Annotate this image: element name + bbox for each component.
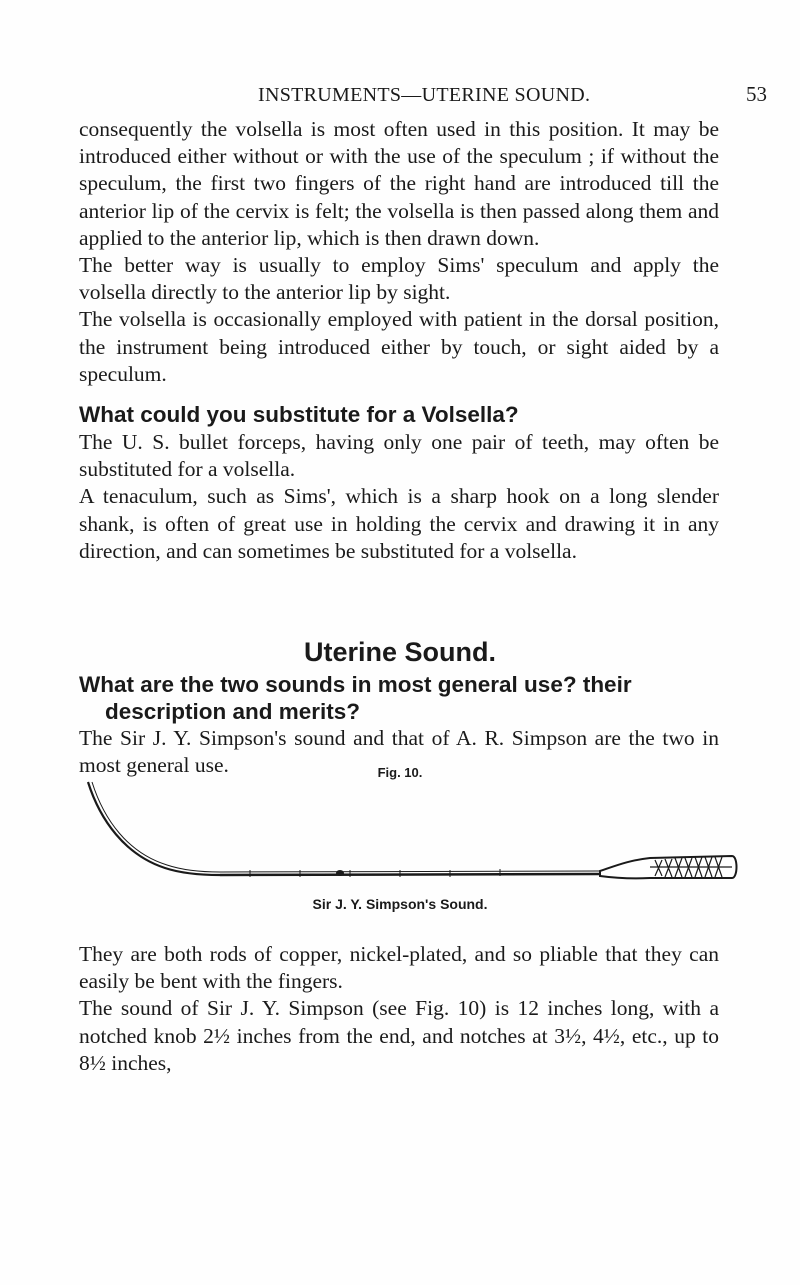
text-block-sound-description [79,941,719,1077]
text-block-volsella-use [79,116,719,388]
page-number: 53 [746,82,767,106]
paragraph: The U. S. bullet forceps, having only one pair of teeth, may often be substituted for a volsella. [79,430,719,482]
sound-tip [88,782,220,875]
paragraph: They are both rods of copper, nickel-plated, and so pliable that they can easily be bent with the fingers. [79,942,719,994]
sound-shaft [220,874,600,875]
paragraph: The Sir J. Y. Simpson's sound and that of A. R. Simpson are the two in most general use. [79,726,719,778]
running-title: INSTRUMENTS—UTERINE SOUND. [258,84,591,106]
question-text: What are the two sounds in most general use? their description and merits? [79,672,632,724]
sound-knob [336,870,344,876]
text-block-substitutes [79,429,719,565]
figure-label: Fig. 10. [377,765,423,780]
paragraph: A tenaculum, such as Sims', which is a sharp hook on a long slender shank, is often of great use in holding the cervix and drawing it in any direction, and can sometimes be substituted for a volsella. [79,484,719,563]
paragraph: consequently the volsella is most often used in this position. It may be introduced either without or with the use of the speculum ; if without the speculum, the first two fingers of the right hand are introduced till the anterior lip of the cervix is felt; the volsella is then passed along them and applied to the anterior lip, which is then drawn down. [79,117,719,250]
question-heading-volsella-substitute: What could you substitute for a Volsella? [79,402,519,427]
paragraph: The volsella is occasionally employed with patient in the dorsal position, the instrument being introduced either by touch, or sight aided by a speculum. [79,307,719,386]
figure-caption: Sir J. Y. Simpson's Sound. [312,896,488,912]
question-heading-two-sounds [79,671,719,725]
paragraph: The sound of Sir J. Y. Simpson (see Fig. 10) is 12 inches long, with a notched knob 2½ inches from the end, and notches at 3½, 4½, etc., up to 8½ inches, [79,996,719,1075]
uterine-sound-illustration [70,780,740,890]
paragraph: The better way is usually to employ Sims' speculum and apply the volsella directly to the anterior lip by sight. [79,253,719,305]
section-heading-uterine-sound: Uterine Sound. [303,637,496,667]
